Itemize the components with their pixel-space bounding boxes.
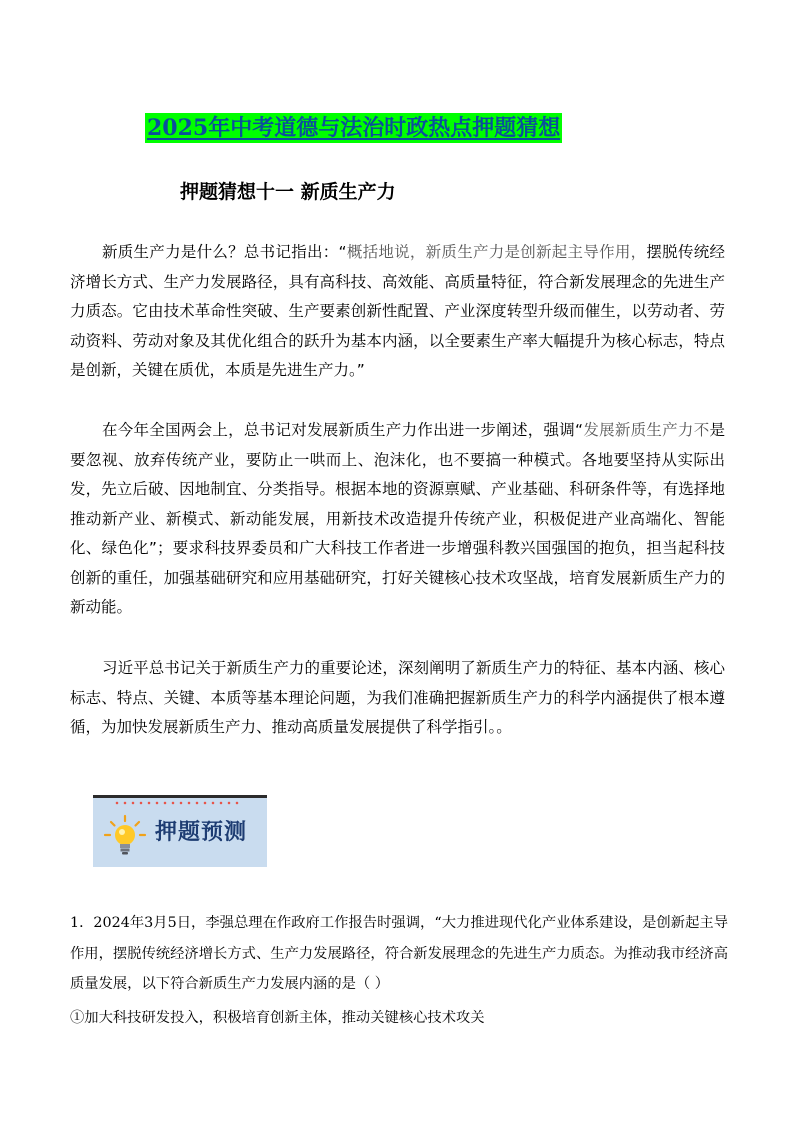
banner-dot-decoration	[113, 801, 243, 805]
main-title: 2025年中考道德与法治时政热点押题猜想	[147, 115, 561, 141]
section-title: 押题猜想十一 新质生产力	[180, 181, 396, 203]
paragraph-body: 摆脱传统经济增长方式、生产力发展路径，具有高科技、高效能、高质量特征，符合新发展理念的先进生产力质态。它由技术革命性突破、生产要素创新性配置、产业深度转型升级而催生，以劳动者、劳动资料、劳动对象及其优化组合的跃升为基本内涵，以全要素生产率大幅提升为核心标志，特点是创新，关键在质优，本质是先进生产力。”	[70, 243, 725, 379]
paragraph-two-sessions	[70, 416, 725, 623]
paragraph-lead: 在今年全国两会上，总书记对发展新质生产力作出进一步阐述，强调“	[102, 421, 584, 439]
paragraph-quote-highlight: 发展新质生产力不	[583, 421, 710, 439]
question-stem: 1．2024年3月5日，李强总理在作政府工作报告时强调，“大力推进现代化产业体系建设，是创新起主导作用，摆脱传统经济增长方式、生产力发展路径，符合新发展理念的先进生产力质态。为推动我市经济高质量发展，以下符合新质生产力发展内涵的是（ ）	[70, 915, 728, 992]
question-option-1: ①加大科技研发投入，积极培育创新主体，推动关键核心技术攻关	[70, 1010, 485, 1026]
banner-label: 押题预测	[155, 820, 248, 845]
paragraph-summary	[70, 654, 725, 743]
prediction-banner	[93, 795, 267, 867]
paragraph-body: 习近平总书记关于新质生产力的重要论述，深刻阐明了新质生产力的特征、基本内涵、核心标志、特点、关键、本质等基本理论问题，为我们准确把握新质生产力的科学内涵提供了根本遵循，为加快发展新质生产力、推动高质量发展提供了科学指引。。	[70, 659, 725, 736]
lightbulb-icon	[103, 814, 147, 858]
paragraph-lead: 新质生产力是什么？总书记指出：“	[102, 243, 347, 261]
paragraph-definition	[70, 238, 725, 386]
paragraph-body: 是要忽视、放弃传统产业，要防止一哄而上、泡沫化，也不要搞一种模式。各地要坚持从实际出发，先立后破、因地制宜、分类指导。根据本地的资源禀赋、产业基础、科研条件等，有选择地推动新产业、新模式、新动能发展，用新技术改造提升传统产业，积极促进产业高端化、智能化、绿色化”；要求科技界委员和广大科技工作者进一步增强科教兴国强国的抱负，担当起科技创新的重任，加强基础研究和应用基础研究，打好关键核心技术攻坚战，培育发展新质生产力的新动能。	[70, 421, 725, 616]
paragraph-quote-highlight: 概括地说，新质生产力是创新起主导作用，	[346, 243, 647, 261]
